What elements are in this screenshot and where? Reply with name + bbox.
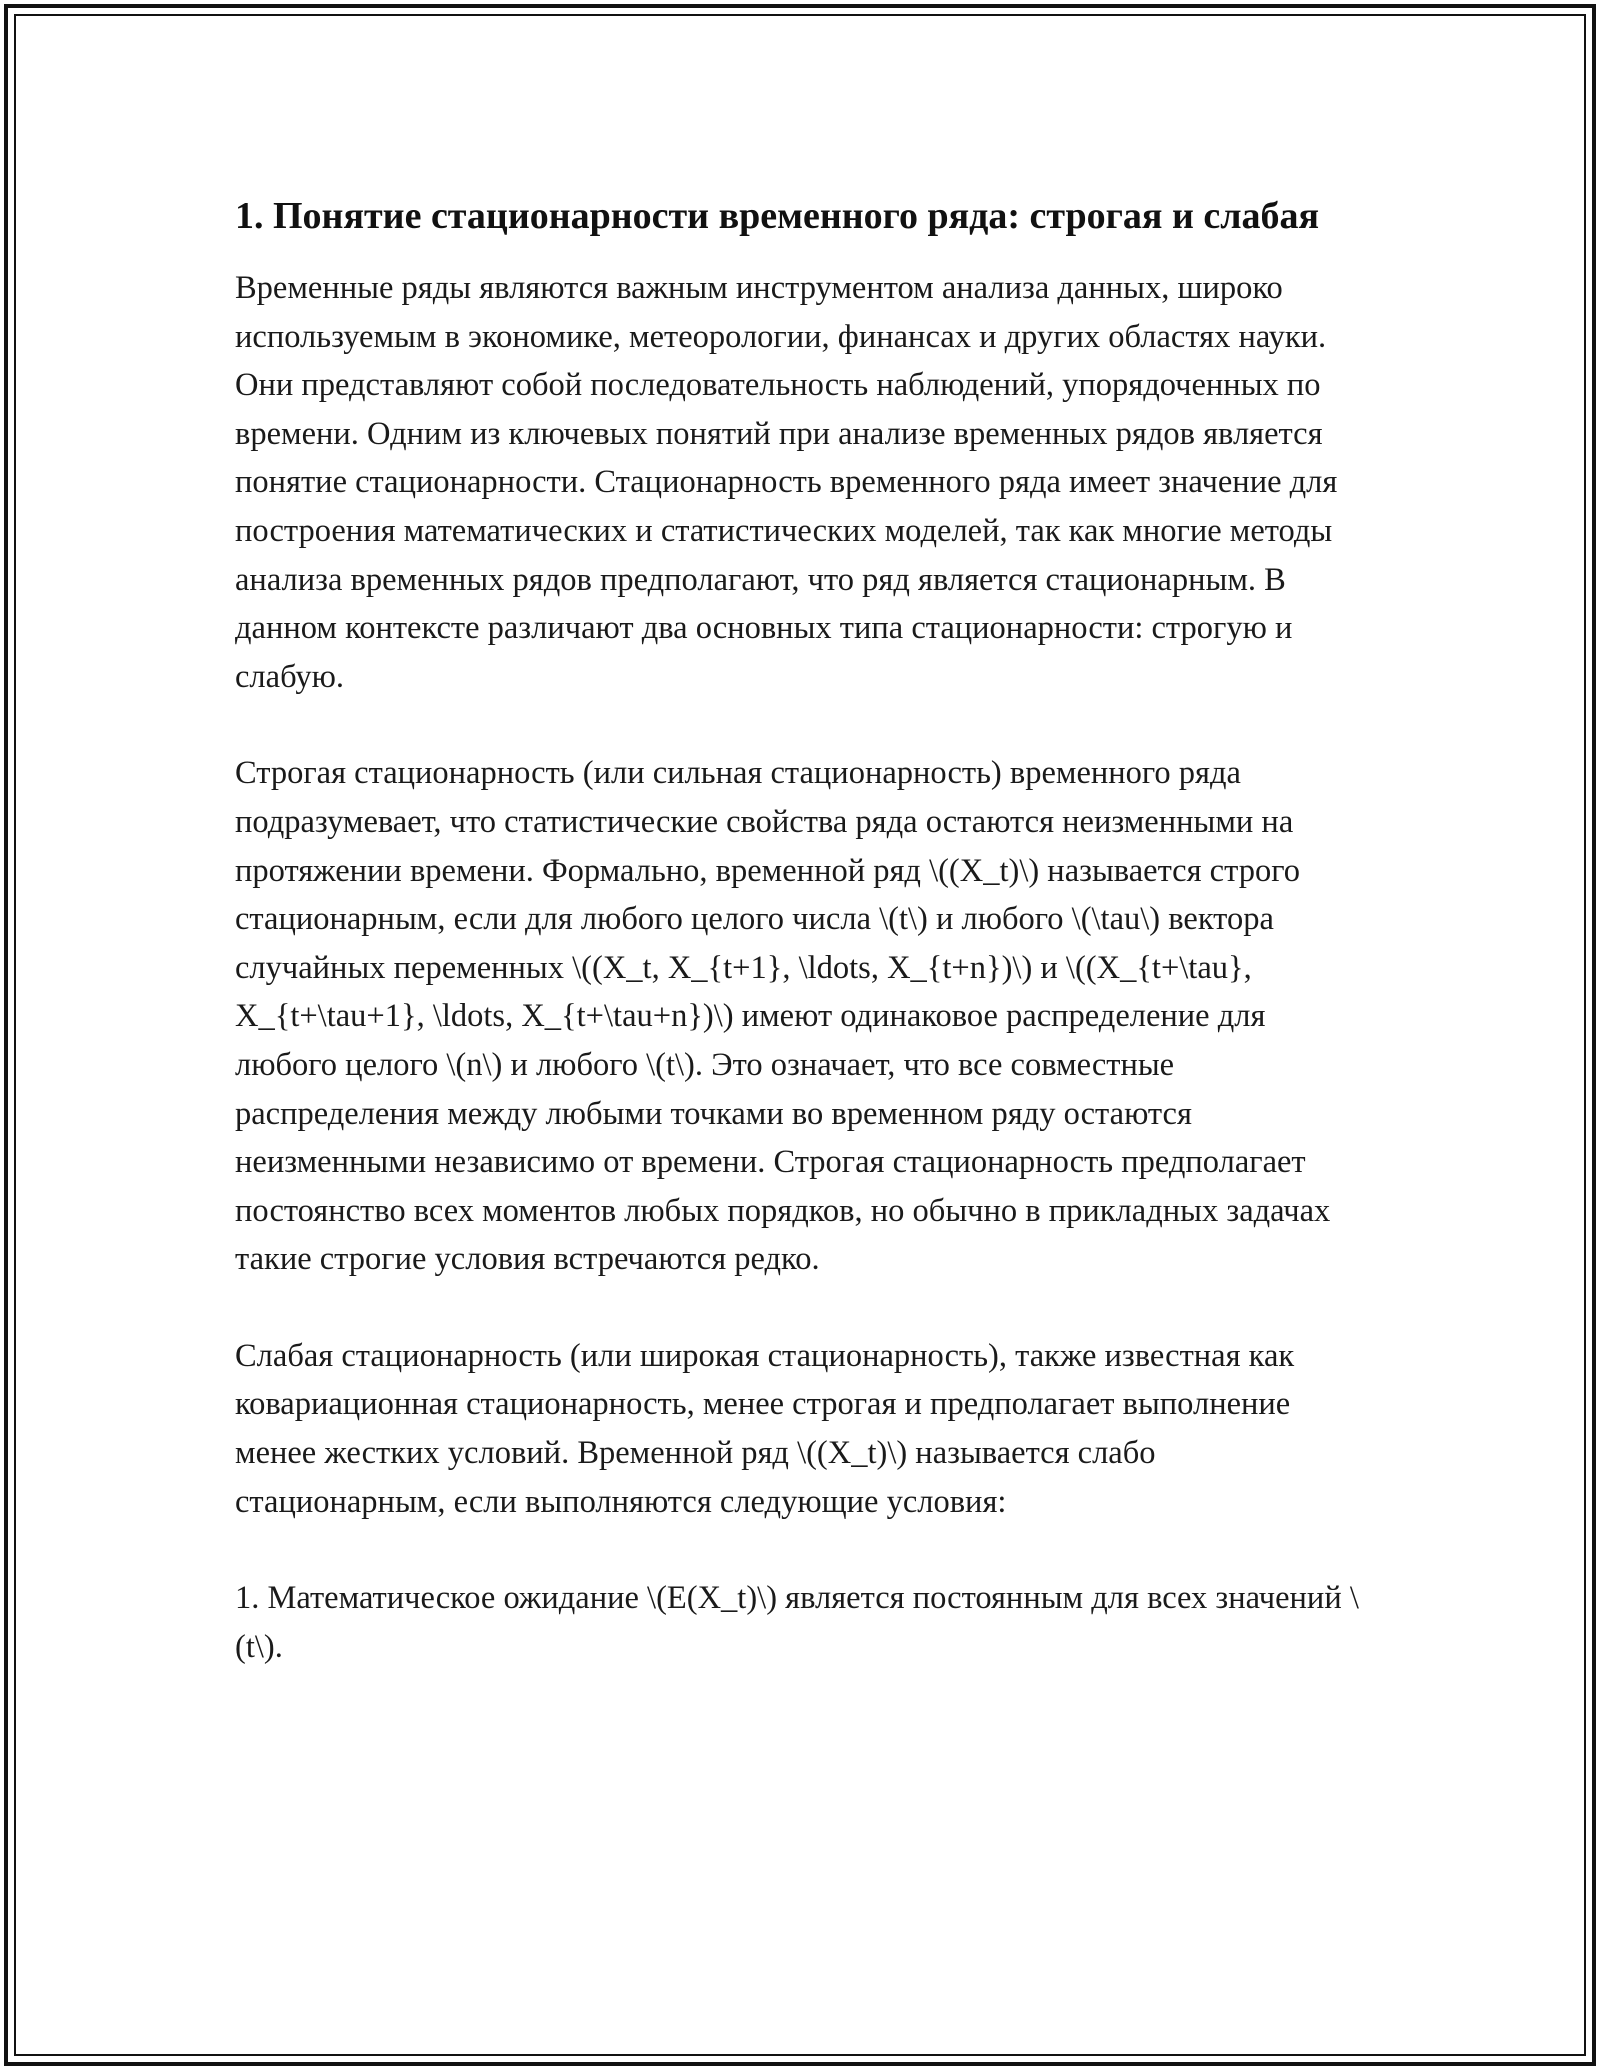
paragraph-weak-stationarity: Слабая стационарность (или широкая стационарность), также известная как ковариационная стационарность, менее строгая и предполагает выполнение менее жестких условий. Временной ряд \((X_t)\) называется слабо стационарным, если выполняются следующие условия: xyxy=(235,1337,1295,1520)
condition-item-1: 1. Математическое ожидание \(E(X_t)\) является постоянным для всех значений \(t\). xyxy=(235,1580,1359,1665)
document-body xyxy=(235,188,1365,1719)
paragraph-intro: Временные ряды являются важным инструментом анализа данных, широко используемым в экономике, метеорологии, финансах и других областях науки. Они представляют собой последовательность наблюдений, упорядоченных по времени. Одним из ключевых понятий при анализе временных рядов является понятие стационарности. Стационарность временного ряда имеет значение для построения математических и статистических моделей, так как многие методы анализа временных рядов предполагают, что ряд является стационарным. В данном контексте различают два основных типа стационарности: строгую и слабую. xyxy=(235,270,1338,695)
section-heading: 1. Понятие стационарности временного ряда: строгая и слабая xyxy=(235,195,1320,237)
paragraph-strict-stationarity: Строгая стационарность (или сильная стационарность) временного ряда подразумевает, что статистические свойства ряда остаются неизменными на протяжении времени. Формально, временной ряд \((X_t)\) называется строго стационарным, если для любого целого числа \(t\) и любого \(\tau\) вектора случайных переменных \((X_t, X_{t+1}, \ldots, X_{t+n})\) и \((X_{t+\tau}, X_{t+\tau+1}, \ldots, X_{t+\tau+n})\) имеют одинаковое распределение для любого целого \(n\) и любого \(t\). Это означает, что все совместные распределения между любыми точками во временном ряду остаются неизменными независимо от времени. Строгая стационарность предполагает постоянство всех моментов любых порядков, но обычно в прикладных задачах такие строгие условия встречаются редко. xyxy=(235,755,1331,1278)
